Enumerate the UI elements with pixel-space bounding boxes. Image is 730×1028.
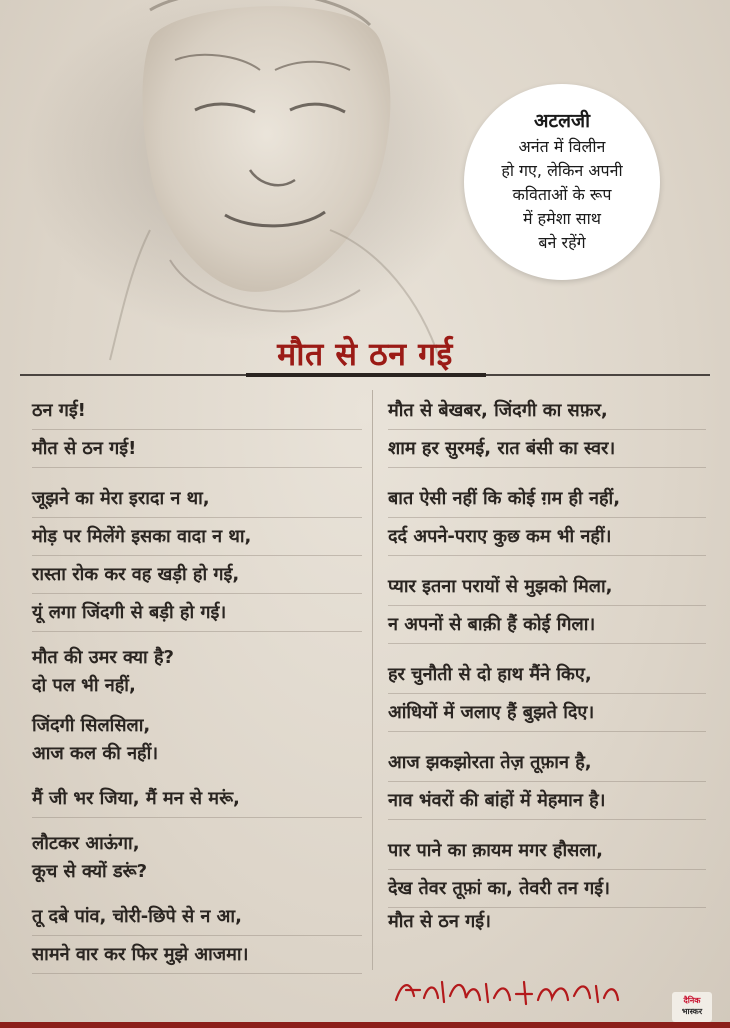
poem-line: जूझने का मेरा इरादा न था, [32, 480, 362, 518]
poem-right-column [388, 392, 706, 948]
signature [392, 972, 624, 1010]
poem-line: सामने वार कर फिर मुझे आजमा। [32, 936, 362, 974]
poem-line: मोड़ पर मिलेंगे इसका वादा न था, [32, 518, 362, 556]
poem-line: यूं लगा जिंदगी से बड़ी हो गई। [32, 594, 362, 632]
poem-line: ठन गई! [32, 392, 362, 430]
bubble-line: बने रहेंगे [538, 233, 586, 252]
poem-line: तू दबे पांव, चोरी-छिपे से न आ, [32, 898, 362, 936]
stanza [32, 830, 362, 886]
stanza [32, 644, 362, 700]
poem-line: प्यार इतना परायों से मुझको मिला, [388, 568, 706, 606]
stanza [32, 480, 362, 632]
poem-line: मौत से ठन गई। [388, 911, 491, 932]
dainik-bhaskar-logo [672, 992, 712, 1022]
poem-line: आंधियों में जलाए हैं बुझते दिए। [388, 694, 706, 732]
poem-line: दर्द अपने-पराए कुछ कम भी नहीं। [388, 518, 706, 556]
stanza [32, 780, 362, 818]
poem-line: शाम हर सुरमई, रात बंसी का स्वर। [388, 430, 706, 468]
bubble-line: में हमेशा साथ [522, 209, 601, 228]
bubble-title: अटलजी [534, 110, 590, 132]
poem-line: जिंदगी सिलसिला, [32, 715, 151, 736]
stanza [32, 898, 362, 974]
stanza [32, 712, 362, 768]
poem-line: लौटकर आऊंगा, [32, 833, 140, 854]
poem-line: मैं जी भर जिया, मैं मन से मरूं, [32, 780, 362, 818]
column-divider [372, 390, 373, 970]
poem-title: मौत से ठन गई [277, 335, 453, 373]
poem-line: न अपनों से बाक़ी हैं कोई गिला। [388, 606, 706, 644]
stanza [388, 832, 706, 936]
stanza [388, 392, 706, 468]
poem-line: नाव भंवरों की बांहों में मेहमान है। [388, 782, 706, 820]
bubble-line: अनंत में विलीन [518, 137, 606, 156]
poem-line: मौत से बेखबर, जिंदगी का सफ़र, [388, 392, 706, 430]
logo-line: दैनिक [683, 996, 701, 1005]
poem-line: पार पाने का क़ायम मगर हौसला, [388, 832, 706, 870]
poem-line: आज कल की नहीं। [32, 743, 159, 764]
poem-line: कूच से क्यों डरूं? [32, 861, 148, 882]
poem-line: दो पल भी नहीं, [32, 675, 136, 696]
quote-bubble [464, 84, 660, 280]
poem-left-column [32, 392, 362, 986]
poem-line: मौत की उमर क्या है? [32, 647, 174, 668]
poem-line: मौत से ठन गई! [32, 430, 362, 468]
footer-bar [0, 1022, 730, 1028]
stanza [388, 744, 706, 820]
title-underline [246, 373, 486, 377]
poem-line: हर चुनौती से दो हाथ मैंने किए, [388, 656, 706, 694]
stanza [388, 568, 706, 644]
bubble-line: हो गए, लेकिन अपनी [501, 161, 623, 180]
stanza [388, 656, 706, 732]
stanza [32, 392, 362, 468]
poem-line: बात ऐसी नहीं कि कोई ग़म ही नहीं, [388, 480, 706, 518]
stanza [388, 480, 706, 556]
poem-line: रास्ता रोक कर वह खड़ी हो गई, [32, 556, 362, 594]
logo-line: भास्कर [681, 1007, 703, 1016]
poem-line: देख तेवर तूफ़ां का, तेवरी तन गई। [388, 870, 706, 908]
poem-line: आज झकझोरता तेज़ तूफ़ान है, [388, 744, 706, 782]
bubble-line: कविताओं के रूप [512, 185, 612, 204]
